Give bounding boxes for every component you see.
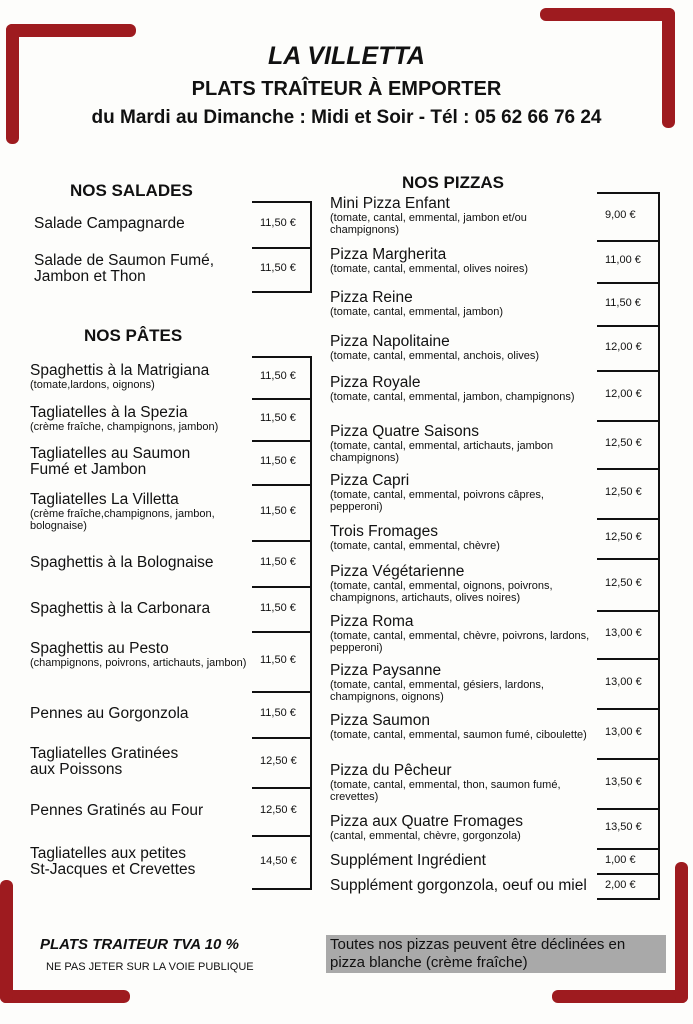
item-description: (tomate, cantal, emmental, poivrons câpres, pepperoni) (330, 489, 544, 513)
corner-decoration (0, 880, 13, 1003)
pizzas-item (0, 758, 693, 808)
pizzas-item (0, 370, 693, 420)
item-name: Spaghettis à la Matrigiana (tomate,lardons, oignons) (30, 363, 248, 391)
item-price: 11,50 € (260, 262, 296, 274)
row-divider (597, 370, 660, 372)
item-name: Pizza Reine (tomate, cantal, emmental, jambon) (330, 290, 593, 318)
item-price: 12,50 € (605, 531, 642, 543)
item-description: (tomate, cantal, emmental, gésiers, lardons, champignons, oignons) (330, 679, 544, 703)
item-name: Pizza Capri (tomate, cantal, emmental, poivrons câpres, pepperoni) (330, 473, 593, 513)
item-price: 11,50 € (260, 556, 296, 568)
row-divider (597, 898, 660, 900)
item-price: 11,50 € (260, 601, 296, 614)
item-price: 11,50 € (260, 412, 296, 424)
item-name: Salade Campagnarde (34, 215, 185, 232)
item-price: 12,50 € (605, 577, 642, 589)
item-price: 2,00 € (605, 878, 636, 891)
pizzas-item (0, 808, 693, 848)
item-description: (tomate, cantal, emmental, olives noires) (330, 263, 529, 275)
item-description: (tomate, cantal, emmental, thon, saumon fumé, crevettes) (330, 779, 561, 803)
item-price: 13,50 € (605, 821, 642, 833)
row-divider (597, 758, 660, 760)
item-description: (tomate,lardons, oignons) (30, 379, 155, 391)
menu-subtitle: PLATS TRAÎTEUR À EMPORTER (191, 78, 502, 100)
item-price: 13,50 € (605, 776, 642, 788)
section-title-pizzas: NOS PIZZAS (402, 173, 505, 192)
pizzas-item (0, 468, 693, 518)
item-name: Spaghettis à la Bolognaise (30, 554, 214, 571)
item-price: 14,50 € (260, 854, 297, 867)
item-name: Pizza Napolitaine (tomate, cantal, emmental, anchois, olives) (330, 334, 593, 362)
item-name: Pizza aux Quatre Fromages (cantal, emmental, chèvre, gorgonzola) (330, 814, 593, 842)
item-price: 12,00 € (605, 388, 642, 400)
item-name: Salade de Saumon Fumé, Jambon et Thon (34, 252, 215, 285)
item-description: (tomate, cantal, emmental, jambon, champignons) (330, 391, 575, 403)
row-divider (597, 848, 660, 850)
pizzas-item (0, 192, 693, 240)
item-name: Spaghettis à la Carbonara (30, 599, 211, 617)
item-description: (tomate, cantal, emmental, saumon fumé, ciboulette) (330, 729, 587, 741)
litter-notice: NE PAS JETER SUR LA VOIE PUBLIQUE (46, 961, 254, 973)
item-price: 11,50 € (260, 505, 296, 517)
item-description: (tomate, cantal, emmental, oignons, poivrons, champignons, artichauts, olives noires) (330, 580, 553, 604)
item-price: 12,50 € (605, 486, 642, 498)
pizzas-item (0, 282, 693, 325)
item-name: Pizza Végétarienne (tomate, cantal, emmental, oignons, poivrons, champignons, artichauts, olives noires) (330, 564, 593, 604)
item-name: Tagliatelles Gratinées aux Poissons (30, 745, 179, 778)
corner-decoration (540, 8, 675, 21)
item-name: Pizza Saumon (tomate, cantal, emmental, saumon fumé, ciboulette) (330, 713, 593, 741)
row-divider (597, 240, 660, 242)
row-divider (597, 518, 660, 520)
opening-hours-phone: du Mardi au Dimanche : Midi et Soir - Tél : 05 62 66 76 24 (91, 107, 602, 128)
item-name: Tagliatelles aux petites St-Jacques et Crevettes (30, 844, 196, 878)
item-description: (tomate, cantal, emmental, anchois, olives) (330, 349, 540, 362)
row-divider (597, 808, 660, 810)
item-name: Trois Fromages (tomate, cantal, emmental, chèvre) (330, 524, 593, 552)
row-divider (597, 282, 660, 284)
item-name: Spaghettis au Pesto (champignons, poivrons, artichauts, jambon) (30, 640, 247, 669)
pizzas-item (0, 705, 693, 758)
pizzas-item (0, 558, 693, 610)
pizzas-item (0, 240, 693, 282)
item-price: 11,50 € (260, 455, 296, 467)
row-divider (597, 610, 660, 612)
item-price: 12,50 € (260, 804, 297, 816)
row-divider (597, 420, 660, 422)
corner-decoration (6, 24, 136, 37)
item-description: (tomate, cantal, emmental, chèvre, poivrons, lardons, pepperoni) (330, 630, 590, 654)
item-price: 11,50 € (260, 707, 296, 719)
pizzas-item (0, 518, 693, 558)
item-name: Pennes au Gorgonzola (30, 705, 189, 722)
item-name: Pizza Royale (tomate, cantal, emmental, jambon, champignons) (330, 375, 593, 403)
item-name: Mini Pizza Enfant (tomate, cantal, emmental, jambon et/ou champignons) (330, 196, 593, 236)
item-name: Tagliatelles La Villetta (crème fraîche,champignons, jambon, bolognaise) (30, 492, 248, 532)
item-price: 11,50 € (260, 217, 296, 229)
item-name: Pizza du Pêcheur (tomate, cantal, emmental, thon, saumon fumé, crevettes) (330, 763, 593, 803)
item-description: (tomate, cantal, emmental, artichauts, jambon champignons) (330, 440, 554, 464)
item-price: 11,50 € (260, 370, 296, 382)
item-name: Supplément Ingrédient (330, 851, 486, 869)
item-price: 11,50 € (260, 654, 296, 666)
pizzas-item (0, 873, 693, 898)
pizzas-item (0, 420, 693, 468)
tva-notice: PLATS TRAITEUR TVA 10 % (40, 936, 239, 953)
item-description: (tomate, cantal, emmental, jambon et/ou champignons) (330, 212, 527, 236)
restaurant-title: LA VILLETTA (268, 42, 425, 70)
row-divider (597, 558, 660, 560)
item-name: Supplément gorgonzola, oeuf ou miel (330, 876, 587, 894)
item-name: Pizza Paysanne (tomate, cantal, emmental, gésiers, lardons, champignons, oignons) (330, 663, 593, 703)
pizzas-item (0, 658, 693, 708)
pizzas-item (0, 848, 693, 873)
item-price: 9,00 € (605, 209, 636, 221)
item-price: 13,00 € (605, 676, 642, 688)
item-price: 1,00 € (605, 853, 636, 866)
section-title-salades: NOS SALADES (70, 181, 193, 200)
corner-decoration (552, 990, 688, 1003)
row-divider (597, 468, 660, 470)
item-price: 12,50 € (260, 755, 297, 767)
item-name: Tagliatelles au Saumon Fumé et Jambon (30, 445, 191, 478)
item-price: 11,50 € (605, 296, 641, 309)
item-description: (tomate, cantal, emmental, jambon) (330, 305, 504, 318)
item-name: Tagliatelles à la Spezia (crème fraîche, champignons, jambon) (30, 405, 248, 433)
item-price: 12,50 € (605, 437, 642, 449)
item-description: (tomate, cantal, emmental, chèvre) (330, 540, 500, 552)
item-description: (crème fraîche,champignons, jambon, bolognaise) (30, 508, 215, 532)
item-price: 13,00 € (605, 726, 642, 738)
item-price: 13,00 € (605, 627, 642, 639)
item-name: Pizza Margherita (tomate, cantal, emmental, olives noires) (330, 247, 593, 275)
item-description: (cantal, emmental, chèvre, gorgonzola) (330, 830, 521, 842)
item-description: (champignons, poivrons, artichauts, jambon) (30, 657, 247, 669)
corner-decoration (0, 990, 130, 1003)
pizzas-item (0, 610, 693, 658)
item-price: 11,00 € (605, 254, 641, 266)
item-name: Pizza Roma (tomate, cantal, emmental, chèvre, poivrons, lardons, pepperoni) (330, 614, 593, 654)
item-price: 12,00 € (605, 340, 642, 353)
item-description: (crème fraîche, champignons, jambon) (30, 421, 219, 433)
row-divider (597, 325, 660, 327)
row-divider (597, 708, 660, 710)
row-divider (597, 658, 660, 660)
section-title-pates: NOS PÂTES (84, 326, 183, 345)
row-divider (597, 873, 660, 875)
item-name: Pennes Gratinés au Four (30, 802, 204, 819)
item-name: Pizza Quatre Saisons (tomate, cantal, emmental, artichauts, jambon champignons) (330, 424, 593, 464)
pizzas-item (0, 325, 693, 370)
row-divider (597, 192, 660, 194)
pizza-blanche-note: Toutes nos pizzas peuvent être déclinées en pizza blanche (crème fraîche) (326, 935, 666, 973)
